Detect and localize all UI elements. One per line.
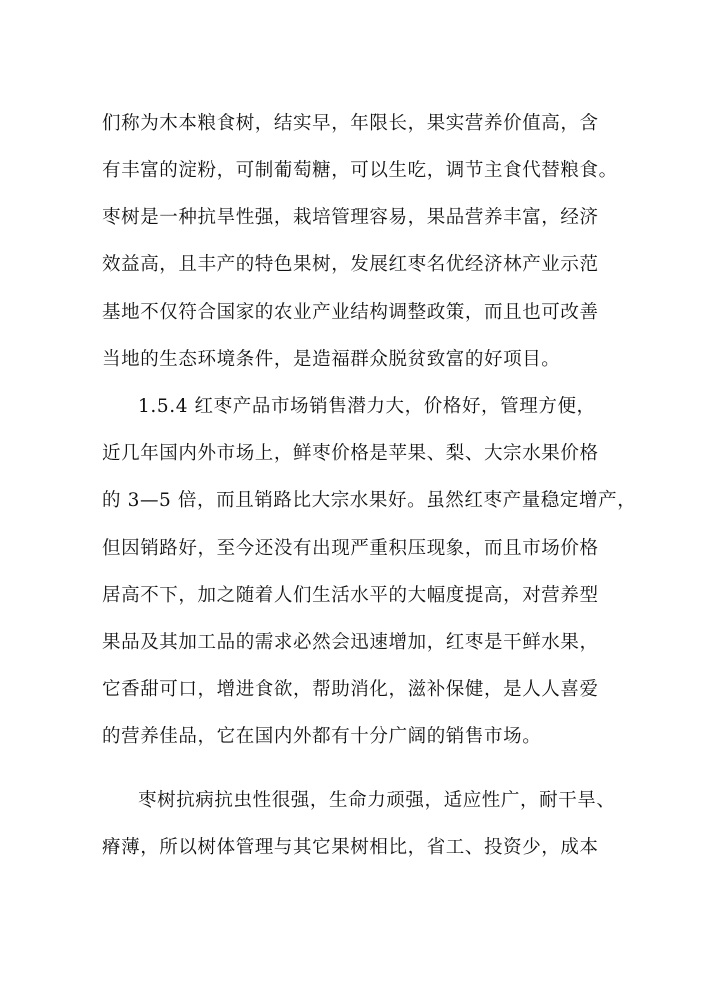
text-line: 瘠薄，所以树体管理与其它果树相比，省工、投资少，成本 bbox=[102, 837, 599, 858]
text-line: 枣树是一种抗旱性强，栽培管理容易，果品营养丰富，经济 bbox=[102, 207, 599, 228]
text-line: 近几年国内外市场上，鲜枣价格是苹果、梨、大宗水果价格 bbox=[102, 443, 599, 464]
text-line: 的营养佳品，它在国内外都有十分广阔的销售市场。 bbox=[102, 726, 542, 747]
text-line: 效益高，且丰产的特色果树，发展红枣名优经济林产业示范 bbox=[102, 254, 599, 275]
text-line: 居高不下，加之随着人们生活水平的大幅度提高，对营养型 bbox=[102, 585, 599, 606]
text-line: 有丰富的淀粉，可制葡萄糖，可以生吃，调节主食代替粮食。 bbox=[102, 160, 618, 181]
text-line: 当地的生态环境条件，是造福群众脱贫致富的好项目。 bbox=[102, 349, 561, 370]
text-line: 但因销路好，至今还没有出现严重积压现象，而且市场价格 bbox=[102, 538, 599, 559]
text-line: 基地不仅符合国家的农业产业结构调整政策，而且也可改善 bbox=[102, 302, 599, 323]
text-line: 的 3—5 倍，而且销路比大宗水果好。虽然红枣产量稳定增产， bbox=[102, 490, 637, 511]
text-line: 果品及其加工品的需求必然会迅速增加，红枣是干鲜水果， bbox=[102, 632, 599, 653]
text-line: 它香甜可口，增进食欲，帮助消化，滋补保健，是人人喜爱 bbox=[102, 679, 599, 700]
paragraph-start-line: 枣树抗病抗虫性很强，生命力顽强，适应性广，耐干旱、 bbox=[138, 790, 616, 811]
text-line: 们称为木本粮食树，结实早，年限长，果实营养价值高，含 bbox=[102, 113, 599, 134]
section-heading-line: 1.5.4 红枣产品市场销售潜力大，价格好，管理方便， bbox=[138, 396, 596, 417]
